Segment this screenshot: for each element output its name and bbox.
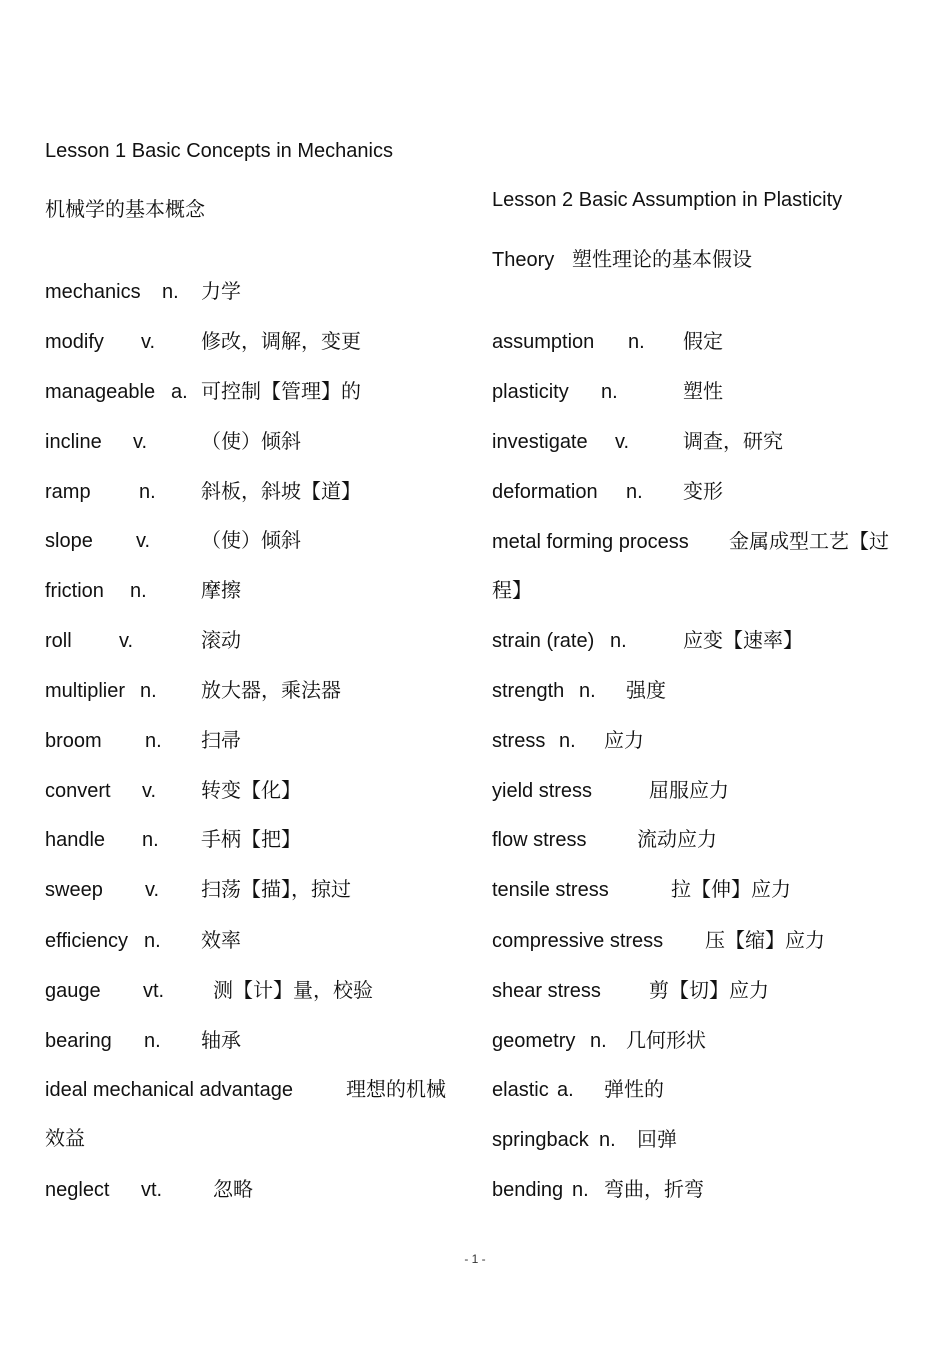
vocab-word: modify xyxy=(45,331,104,353)
vocab-meaning: （使）倾斜 xyxy=(201,530,301,552)
vocab-word: friction xyxy=(45,580,104,602)
vocab-entry-ideal xyxy=(45,1078,293,1102)
vocab-meaning: （使）倾斜 xyxy=(201,431,301,453)
vocab-pos: vt. xyxy=(143,980,165,1002)
vocab-meaning-continued: 效益 xyxy=(45,1128,85,1150)
vocab-pos: n. xyxy=(626,481,643,503)
vocab-meaning: 剪【切】应力 xyxy=(649,980,769,1002)
vocab-word: compressive stress xyxy=(492,930,664,952)
vocab-meaning: 力学 xyxy=(201,281,241,303)
vocab-meaning: 滚动 xyxy=(201,630,241,652)
vocab-word: handle xyxy=(45,829,106,851)
vocab-word: tensile stress xyxy=(492,879,609,901)
vocab-pos: v. xyxy=(615,431,630,453)
vocab-meaning: 压【缩】应力 xyxy=(705,930,825,952)
vocab-word: mechanics xyxy=(45,281,141,303)
vocab-meaning: 回弹 xyxy=(637,1129,677,1151)
vocab-pos: n. xyxy=(559,730,576,752)
vocab-meaning: 应变【速率】 xyxy=(683,630,803,652)
vocab-word: incline xyxy=(45,431,102,453)
lesson2-title-continued xyxy=(492,248,554,272)
vocab-meaning: 斜板，斜坡【道】 xyxy=(201,481,361,503)
lesson2-title-chinese: 塑性理论的基本假设 xyxy=(572,249,752,271)
vocab-pos: n. xyxy=(572,1179,589,1201)
lesson1-title: Lesson 1 Basic Concepts in Mechanics xyxy=(45,140,393,162)
vocab-pos: n. xyxy=(144,930,161,952)
vocab-meaning: 强度 xyxy=(626,680,666,702)
vocab-word: broom xyxy=(45,730,102,752)
vocab-meaning: 理想的机械 xyxy=(346,1079,446,1101)
vocab-pos: n. xyxy=(601,381,618,403)
vocab-pos: a. xyxy=(171,381,188,403)
vocab-word: metal forming process xyxy=(492,531,689,553)
vocab-word: multiplier xyxy=(45,680,126,702)
vocab-meaning: 弯曲，折弯 xyxy=(604,1179,704,1201)
vocab-word: elastic xyxy=(492,1079,549,1101)
vocab-meaning: 调查，研究 xyxy=(683,431,783,453)
vocab-word: deformation xyxy=(492,481,598,503)
vocab-pos: v. xyxy=(141,331,156,353)
vocab-pos: v. xyxy=(119,630,134,652)
vocab-word: strain (rate) xyxy=(492,630,595,652)
vocab-meaning: 屈服应力 xyxy=(649,780,729,802)
vocab-pos: vt. xyxy=(141,1179,163,1201)
vocab-word: gauge xyxy=(45,980,101,1002)
vocab-meaning: 可控制【管理】的 xyxy=(201,381,361,403)
vocab-pos: n. xyxy=(579,680,596,702)
vocab-word: efficiency xyxy=(45,930,129,952)
vocab-pos: n. xyxy=(142,829,159,851)
vocab-pos: v. xyxy=(136,530,151,552)
vocab-meaning-continued: 程】 xyxy=(492,580,532,602)
vocab-meaning: 流动应力 xyxy=(637,829,717,851)
vocab-meaning: 轴承 xyxy=(201,1030,241,1052)
vocab-word: strength xyxy=(492,680,565,702)
vocab-meaning: 金属成型工艺【过 xyxy=(729,531,889,553)
vocab-word: slope xyxy=(45,530,93,552)
vocab-word: ideal mechanical advantage xyxy=(45,1079,293,1101)
vocab-pos: n. xyxy=(590,1030,607,1052)
vocab-pos: v. xyxy=(145,879,160,901)
page-number: - 1 - xyxy=(464,1252,486,1266)
vocab-meaning: 几何形状 xyxy=(626,1030,706,1052)
vocab-word: manageable xyxy=(45,381,156,403)
vocab-word: bearing xyxy=(45,1030,112,1052)
vocab-meaning: 测【计】量，校验 xyxy=(213,980,373,1002)
vocab-pos: n. xyxy=(610,630,627,652)
vocab-pos: n. xyxy=(144,1030,161,1052)
vocab-word: roll xyxy=(45,630,72,652)
vocab-pos: n. xyxy=(139,481,156,503)
vocab-pos: n. xyxy=(162,281,179,303)
vocab-word: bending xyxy=(492,1179,564,1201)
vocab-word: assumption xyxy=(492,331,595,353)
vocab-meaning: 假定 xyxy=(683,331,723,353)
vocab-pos: v. xyxy=(133,431,148,453)
vocab-meaning: 扫荡【描】，掠过 xyxy=(201,879,351,901)
vocab-meaning: 放大器，乘法器 xyxy=(201,680,341,702)
vocab-pos: v. xyxy=(142,780,157,802)
vocab-meaning: 拉【伸】应力 xyxy=(671,879,791,901)
vocab-pos: n. xyxy=(130,580,147,602)
vocab-meaning: 扫帚 xyxy=(201,730,241,752)
vocab-word: springback xyxy=(492,1129,589,1151)
vocab-meaning: 手柄【把】 xyxy=(201,829,301,851)
lesson2-title: Lesson 2 Basic Assumption in Plasticity xyxy=(492,189,843,211)
vocab-meaning: 转变【化】 xyxy=(201,780,301,802)
lesson1-title-chinese: 机械学的基本概念 xyxy=(45,199,205,221)
lesson2-title-en: Theory xyxy=(492,249,555,271)
vocab-meaning: 效率 xyxy=(201,930,241,952)
vocab-pos: n. xyxy=(145,730,162,752)
vocab-word: yield stress xyxy=(492,780,593,802)
vocab-word: ramp xyxy=(45,481,91,503)
vocab-word: geometry xyxy=(492,1030,576,1052)
vocab-pos: a. xyxy=(557,1079,574,1101)
vocab-meaning: 修改，调解，变更 xyxy=(201,331,361,353)
vocab-meaning: 塑性 xyxy=(683,381,723,403)
vocab-meaning: 弹性的 xyxy=(604,1079,664,1101)
vocab-meaning: 应力 xyxy=(604,730,644,752)
vocab-pos: n. xyxy=(599,1129,616,1151)
vocab-word: sweep xyxy=(45,879,103,901)
vocab-word: shear stress xyxy=(492,980,601,1002)
vocab-pos: n. xyxy=(140,680,157,702)
vocab-word: plasticity xyxy=(492,381,569,403)
vocab-word: flow stress xyxy=(492,829,587,851)
vocab-pos: n. xyxy=(628,331,645,353)
vocab-meaning: 忽略 xyxy=(213,1179,253,1201)
vocab-word: investigate xyxy=(492,431,588,453)
vocab-meaning: 摩擦 xyxy=(201,580,241,602)
vocab-word: convert xyxy=(45,780,111,802)
vocab-word: stress xyxy=(492,730,546,752)
vocab-meaning: 变形 xyxy=(683,481,723,503)
vocab-word: neglect xyxy=(45,1179,110,1201)
